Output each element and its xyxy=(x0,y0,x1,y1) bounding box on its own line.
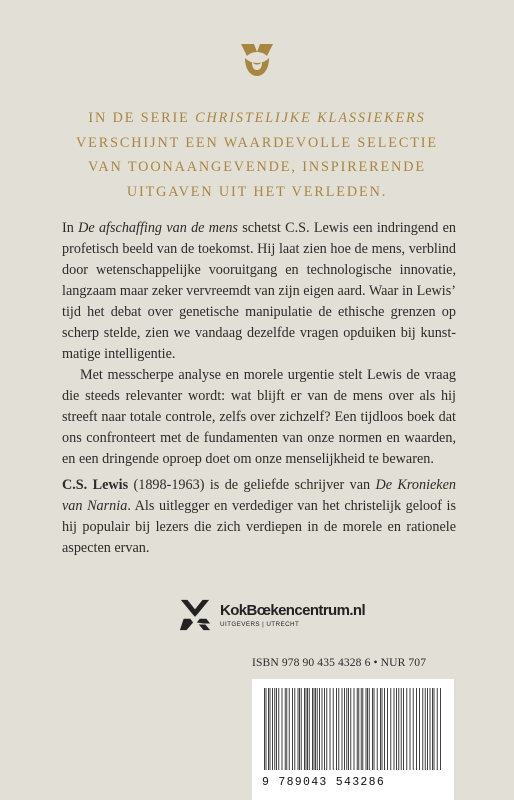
barcode-bar xyxy=(367,688,368,770)
barcode-bar xyxy=(309,688,310,770)
barcode-bar xyxy=(366,688,367,770)
series-title: CHRISTELIJKE KLASSIEKERS xyxy=(195,110,426,126)
barcode-bar xyxy=(358,688,359,770)
barcode-bar xyxy=(307,688,308,770)
author-bio xyxy=(62,475,456,559)
blurb-line: en een dringende oproep doet om onze menselijkheid te bewaren. xyxy=(62,451,434,467)
author-text: (1898-1963) is de geliefde schrijver van xyxy=(128,477,376,493)
barcode-bar xyxy=(374,688,375,770)
barcode-bar xyxy=(326,688,327,770)
barcode-bar xyxy=(270,688,271,770)
blurb-line: tijd het debat over genetische manipulatie de ethische grenzen op xyxy=(62,304,456,320)
barcode-bar xyxy=(292,688,293,770)
barcode-bar xyxy=(322,688,323,770)
kok-boekencentrum-logo-icon xyxy=(178,598,212,632)
barcode-bar xyxy=(394,688,395,770)
series-statement xyxy=(60,106,454,204)
blurb-paragraph-2 xyxy=(62,365,456,470)
barcode-bar xyxy=(401,688,402,770)
barcode-bar xyxy=(430,688,431,770)
blurb-line: Met messcherpe analyse en morele urgentie stelt Lewis de vraag xyxy=(80,367,456,383)
barcode-bar xyxy=(304,688,305,770)
barcode-bar xyxy=(406,688,407,770)
barcode-bar xyxy=(330,688,331,770)
barcode-bar xyxy=(422,688,423,770)
blurb-paragraph-1 xyxy=(62,218,456,365)
barcode-bar xyxy=(384,688,385,770)
barcode-bar xyxy=(264,688,265,770)
author-line xyxy=(62,496,456,517)
barcode-bar xyxy=(315,688,316,770)
blurb-line: ons confronteert met de fundamenten van onze normen en waarden, xyxy=(62,430,456,446)
barcode-bar xyxy=(317,688,318,770)
barcode-bar xyxy=(434,688,435,770)
barcode-bar xyxy=(440,688,441,770)
book-blurb xyxy=(62,218,456,470)
blurb-line: scherp stelde, zien we vandaag dezelfde vragen opduiken bij kunst- xyxy=(62,325,456,341)
barcode-bar xyxy=(410,688,411,770)
barcode-bar xyxy=(333,688,334,770)
series-line-2: VERSCHIJNT EEN WAARDEVOLLE SELECTIE xyxy=(76,134,438,151)
barcode-bar xyxy=(342,688,343,770)
publisher-logo xyxy=(178,598,378,634)
barcode-bar xyxy=(437,688,438,770)
barcode-bar xyxy=(286,688,287,770)
series-line-1 xyxy=(60,106,454,131)
series-line-4: UITGAVEN UIT HET VERLEDEN. xyxy=(126,183,388,200)
barcode-bar xyxy=(354,688,355,770)
barcode-bar xyxy=(301,688,302,770)
barcode-bar xyxy=(357,688,358,770)
barcode-bar xyxy=(319,688,320,770)
author-name: C.S. Lewis xyxy=(62,477,129,493)
barcode-bar xyxy=(285,688,286,770)
author-line: aspecten ervan. xyxy=(62,540,150,556)
barcode-digits: 9 789043 543286 xyxy=(262,776,386,789)
author-text: . Als uitlegger en verdediger van het christelijk geloof is xyxy=(127,498,456,514)
barcode-bar xyxy=(268,688,269,770)
author-book-title: De Kronieken xyxy=(375,477,456,493)
author-book-title: van Narnia xyxy=(62,498,128,514)
publisher-subline: UITGEVERS | UTRECHT xyxy=(220,621,300,628)
book-title: De afschaffing van de mens xyxy=(78,220,238,236)
barcode-bar xyxy=(294,688,295,770)
barcode-bar xyxy=(324,688,325,770)
barcode-bar xyxy=(361,688,362,770)
barcode-bar xyxy=(432,688,433,770)
barcode-bar xyxy=(398,688,399,770)
barcode-bar xyxy=(427,688,428,770)
barcode-bar xyxy=(336,688,337,770)
barcode-bar xyxy=(344,688,345,770)
barcode-bar xyxy=(312,688,313,770)
author-line: hij populair bij lezers die zich verdiepen in de morele en rationele xyxy=(62,519,456,535)
barcode-bar xyxy=(266,688,267,770)
barcode-bar xyxy=(382,688,383,770)
barcode-bar xyxy=(282,688,283,770)
publisher-name: KokBœkencentrum.nl xyxy=(220,602,366,619)
barcode-bar xyxy=(425,688,426,770)
blurb-line: langzaam maar zeker vervreemdt van zijn eigen aard. Waar in Lewis’ xyxy=(62,283,456,299)
barcode-bar xyxy=(413,688,414,770)
blurb-line: profetisch beeld van de toekomst. Hij laat zien hoe de mens, verblind xyxy=(62,241,456,257)
barcode-bars xyxy=(264,688,442,770)
blurb-line: die steeds relevanter wordt: wat blijft er van de mens over als hij xyxy=(62,388,456,404)
barcode-bar xyxy=(338,688,339,770)
barcode-bar xyxy=(380,688,381,770)
barcode-bar xyxy=(348,688,349,770)
blurb-line: door wetenschappelijke vooruitgang en technologische innovatie, xyxy=(62,262,456,278)
blurb-line xyxy=(62,218,456,239)
barcode-bar xyxy=(390,688,391,770)
barcode-bar xyxy=(350,688,351,770)
publisher-emblem-icon xyxy=(237,40,277,80)
barcode-bar xyxy=(369,688,370,770)
barcode-bar xyxy=(416,688,417,770)
barcode-bar xyxy=(299,688,300,770)
barcode-bar xyxy=(372,688,373,770)
barcode-bar xyxy=(276,688,277,770)
barcode-bar xyxy=(387,688,388,770)
barcode-bar xyxy=(377,688,378,770)
barcode-bar xyxy=(278,688,279,770)
blurb-text: In xyxy=(62,220,79,236)
barcode-bar xyxy=(362,688,363,770)
barcode-bar xyxy=(298,688,299,770)
series-line-1-prefix: IN DE SERIE xyxy=(88,110,196,126)
barcode-bar xyxy=(346,688,347,770)
barcode-bar xyxy=(403,688,404,770)
blurb-line: matige intelligentie. xyxy=(62,346,176,362)
barcode-bar xyxy=(274,688,275,770)
isbn-nur-line: ISBN 978 90 435 4328 6 • NUR 707 xyxy=(252,656,427,669)
barcode-bar xyxy=(419,688,420,770)
blurb-text: schetst C.S. Lewis een indringend en xyxy=(237,220,456,236)
author-line xyxy=(62,475,456,496)
barcode-bar xyxy=(306,688,307,770)
barcode-bar xyxy=(396,688,397,770)
series-line-3: VAN TOONAANGEVENDE, INSPIRERENDE xyxy=(88,159,426,175)
barcode-bar xyxy=(314,688,315,770)
barcode-bar xyxy=(272,688,273,770)
barcode-bar xyxy=(289,688,290,770)
blurb-line: streeft naar totale controle, zelfs over zichzelf? Een tijdloos boek dat xyxy=(62,409,456,425)
barcode xyxy=(252,679,454,800)
